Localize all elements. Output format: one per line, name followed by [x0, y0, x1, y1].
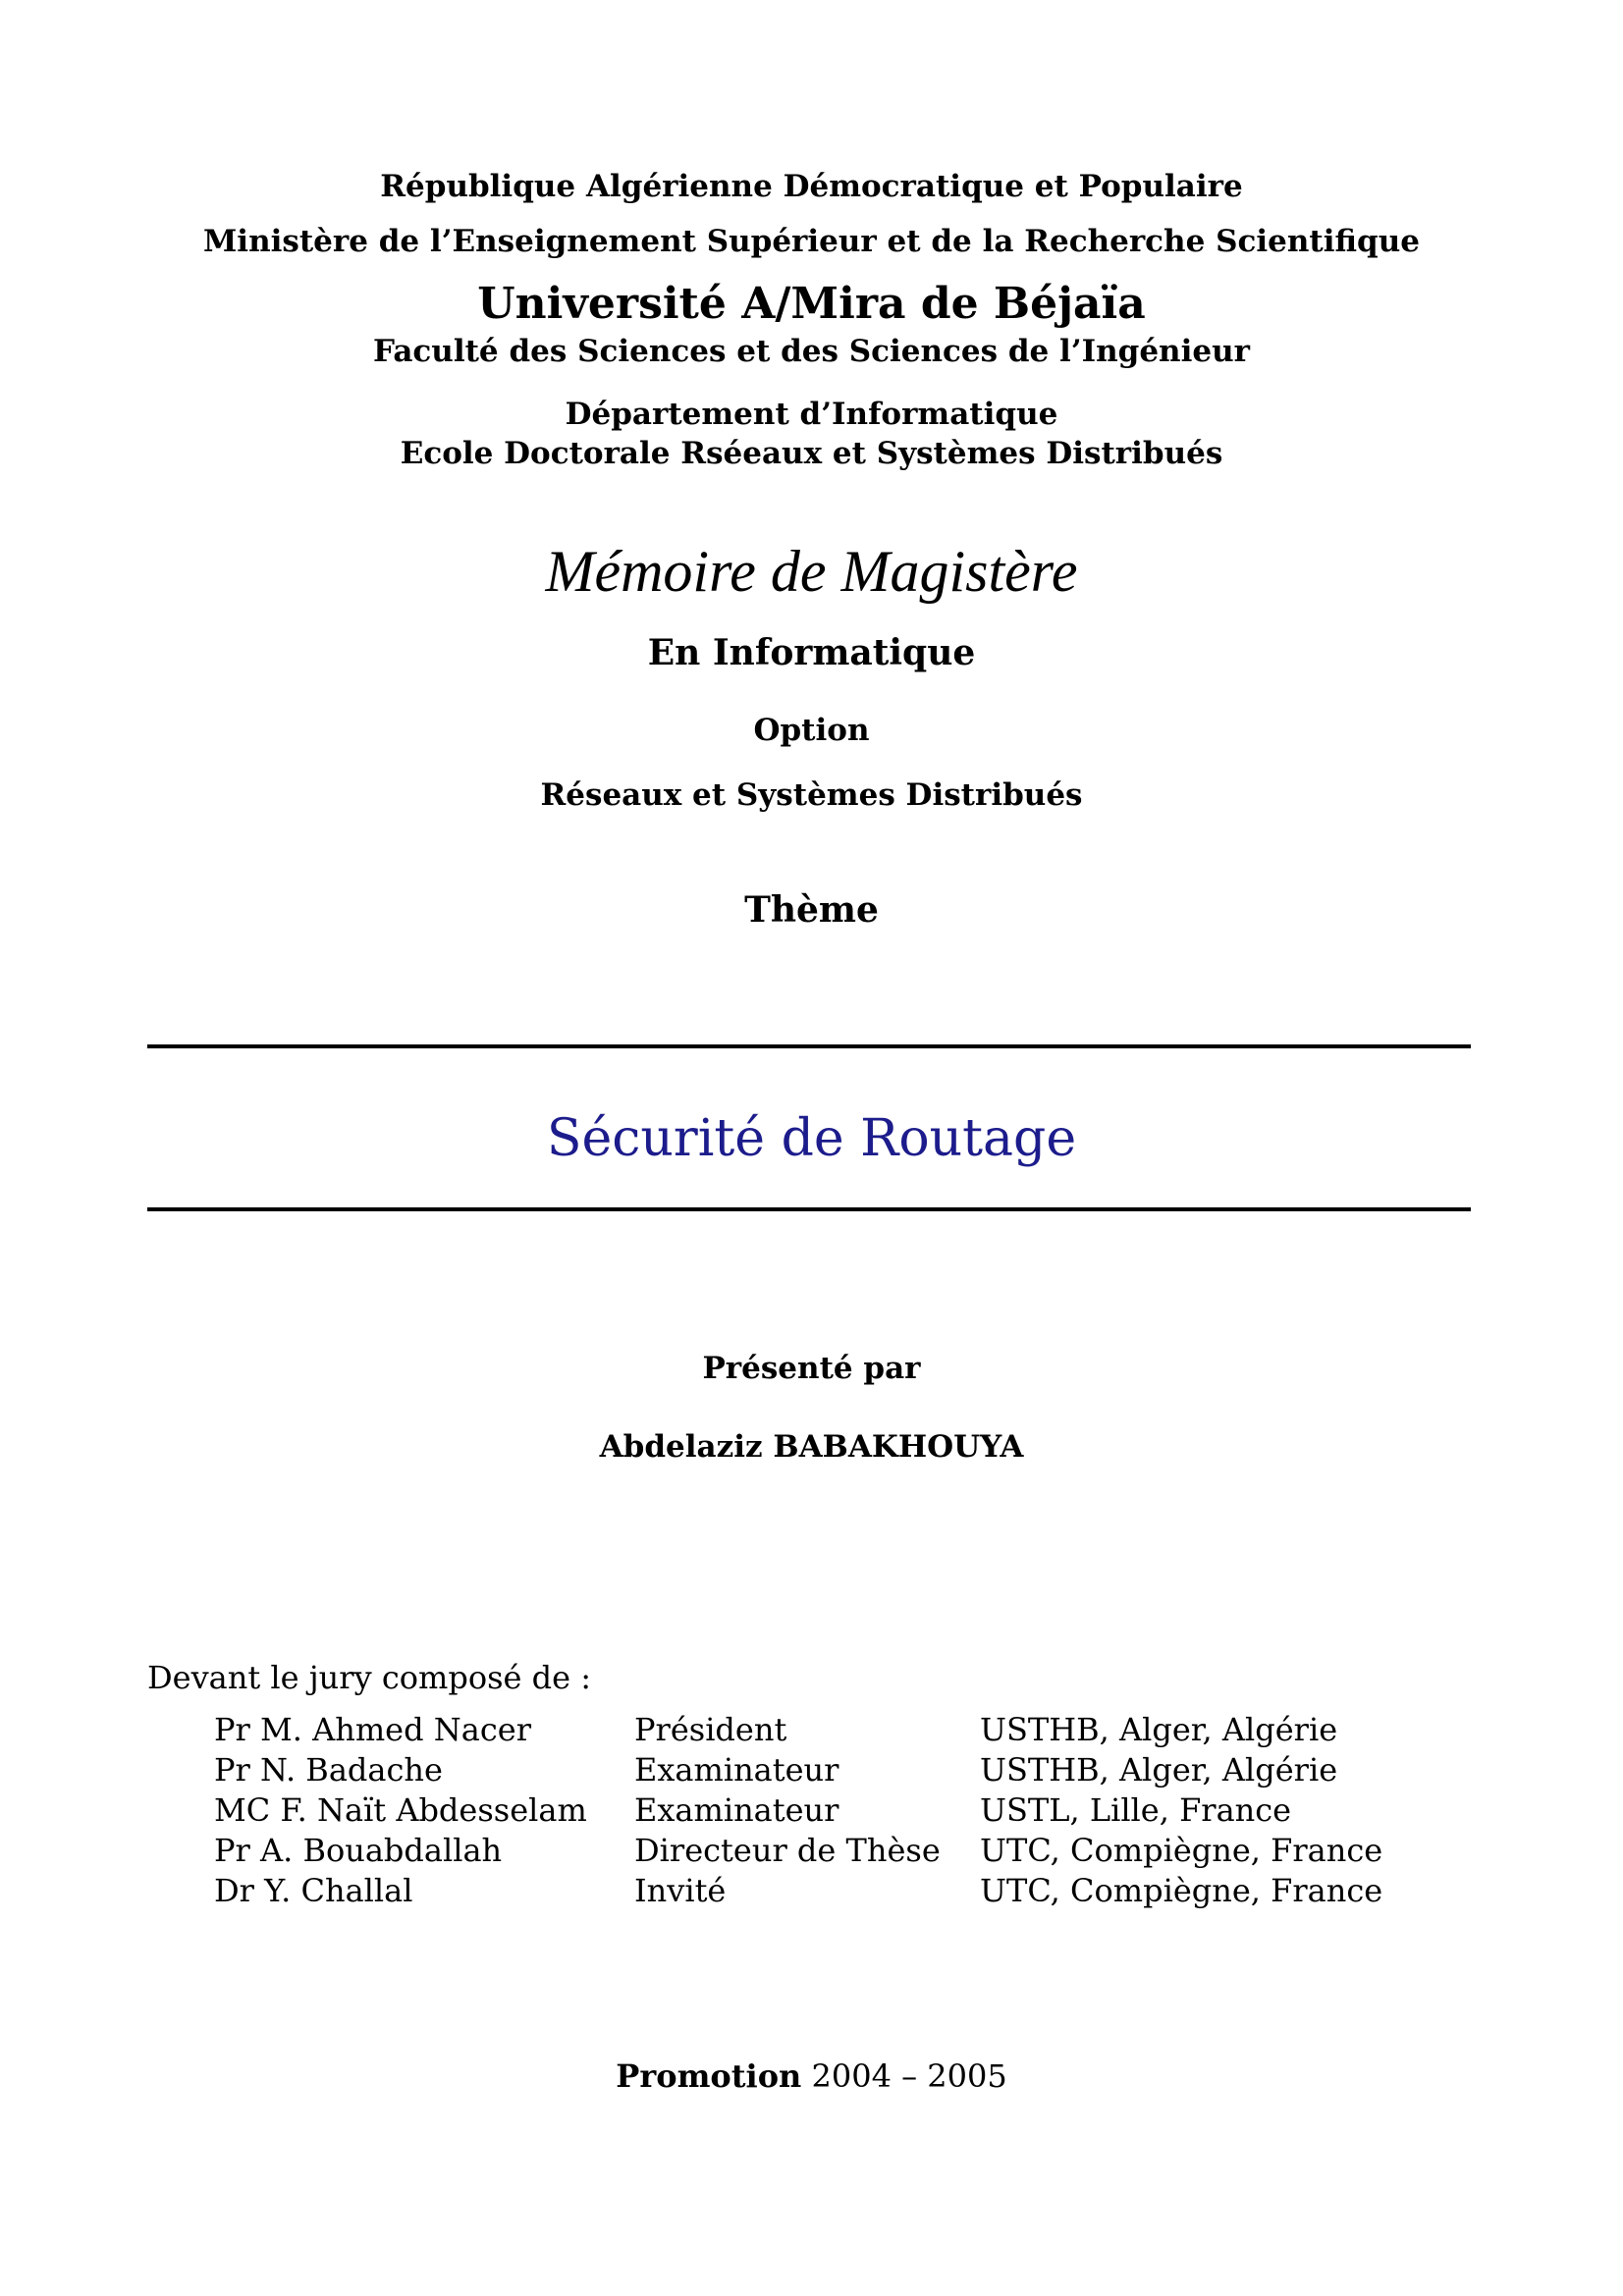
presented-by-label: Présenté par	[702, 1351, 921, 1386]
jury-member-name: Pr N. Badache	[214, 1751, 443, 1789]
department-line: Département d’Informatique	[565, 397, 1058, 432]
thesis-title: Sécurité de Routage	[546, 1109, 1077, 1168]
jury-member-institution: USTHB, Alger, Algérie	[980, 1751, 1338, 1789]
university-name: Université A/Mira de Béjaïa	[477, 279, 1146, 329]
theme-label: Thème	[744, 889, 879, 931]
jury-member-role: Examinateur	[634, 1791, 839, 1829]
thesis-field: En Informatique	[647, 632, 976, 673]
promotion-line	[0, 2057, 1623, 2095]
jury-heading: Devant le jury composé de :	[147, 1659, 591, 1696]
doctoral-school-line: Ecole Doctorale Rséeaux et Systèmes Distribués	[400, 436, 1223, 471]
jury-member-name: Pr A. Bouabdallah	[214, 1832, 503, 1869]
author-name: Abdelaziz BABAKHOUYA	[599, 1429, 1024, 1465]
jury-member-name: Dr Y. Challal	[214, 1872, 413, 1909]
jury-member-role: Examinateur	[634, 1751, 839, 1789]
thesis-type: Mémoire de Magistère	[545, 539, 1078, 604]
title-bottom-rule	[147, 1207, 1471, 1211]
jury-member-role: Président	[634, 1711, 787, 1748]
option-label: Option	[753, 713, 870, 748]
promotion-label: Promotion	[616, 2057, 802, 2095]
jury-member-institution: UTC, Compiègne, France	[980, 1832, 1383, 1869]
promotion-years: 2004 – 2005	[811, 2057, 1007, 2095]
jury-member-role: Directeur de Thèse	[634, 1832, 941, 1869]
title-top-rule	[147, 1044, 1471, 1048]
jury-member-role: Invité	[634, 1872, 727, 1909]
ministry-line: Ministère de l’Enseignement Supérieur et de la Recherche Scientifique	[202, 224, 1420, 259]
jury-member-institution: USTHB, Alger, Algérie	[980, 1711, 1338, 1748]
option-value: Réseaux et Systèmes Distribués	[540, 777, 1083, 813]
jury-member-name: Pr M. Ahmed Nacer	[214, 1711, 531, 1748]
jury-member-institution: USTL, Lille, France	[980, 1791, 1292, 1829]
faculty-line: Faculté des Sciences et des Sciences de l’Ingénieur	[373, 334, 1250, 369]
jury-member-institution: UTC, Compiègne, France	[980, 1872, 1383, 1909]
jury-member-name: MC F. Naït Abdesselam	[214, 1791, 587, 1829]
republic-line: République Algérienne Démocratique et Populaire	[380, 169, 1243, 204]
